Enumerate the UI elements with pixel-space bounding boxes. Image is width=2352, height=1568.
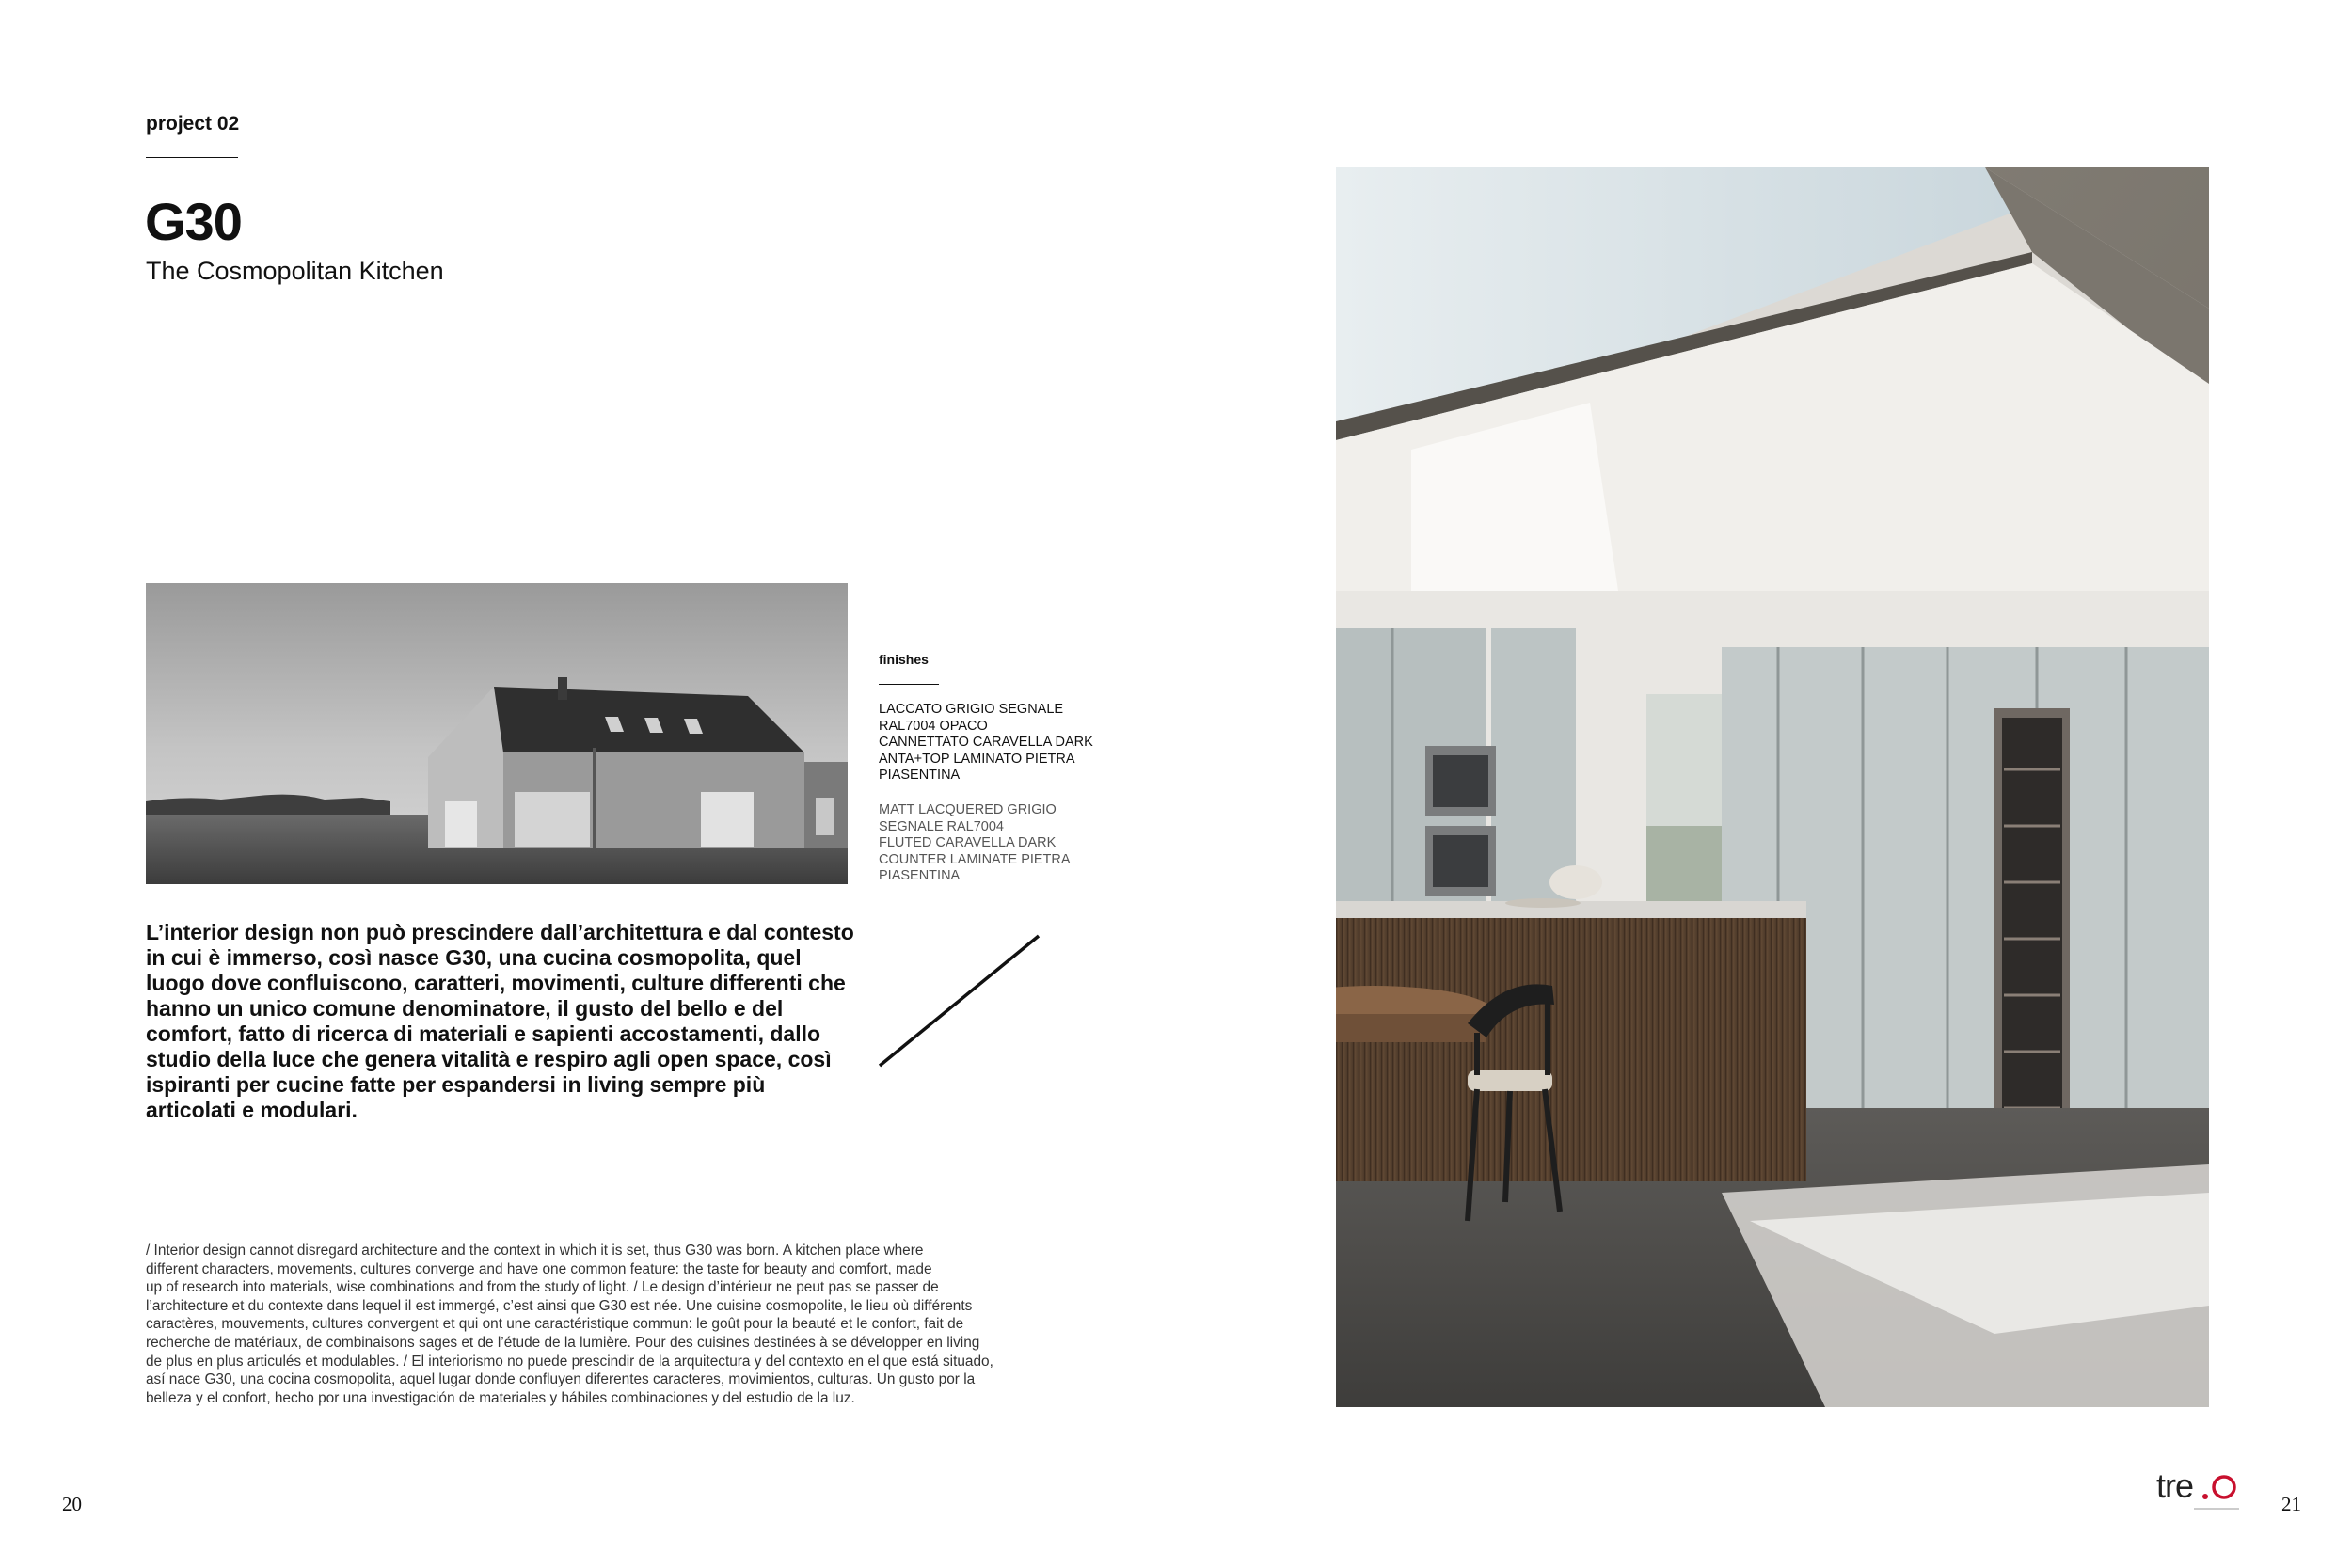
house-exterior-photo	[146, 583, 848, 884]
finish-line: ANTA+TOP LAMINATO PIETRA	[879, 751, 1075, 767]
page-title: G30	[145, 192, 242, 251]
body-line: así nace G30, una cocina cosmopolita, aquel lugar donde confluyen diferentes caracteres, movimientos, culturas. Un gusto por la	[146, 1371, 976, 1388]
finish-line: FLUTED CARAVELLA DARK	[879, 835, 1057, 851]
finish-line: SEGNALE RAL7004	[879, 818, 1004, 834]
svg-text:tre: tre	[2156, 1467, 2194, 1505]
body-line: de plus en plus articulés et modulables. / El interiorismo no puede prescindir de la arquitectura y del contexto en el que está situado,	[146, 1353, 993, 1370]
finishes-label: finishes	[879, 652, 929, 667]
finish-line: CANNETTATO CARAVELLA DARK	[879, 735, 1093, 751]
finish-line: RAL7004 OPACO	[879, 718, 988, 734]
finishes-english	[879, 802, 1071, 885]
page-number-left: 20	[62, 1493, 82, 1515]
body-line: recherche de matériaux, de combinaisons sages et de l’étude de la lumière. Pour des cuisines destinées à se développer en living	[146, 1334, 980, 1351]
body-line: caractères, mouvements, cultures convergent et qui ont une caractéristique commun: le goût pour la beauté et le confort, fait de	[146, 1316, 964, 1333]
project-label: project 02	[146, 113, 240, 135]
body-line: up of research into materials, wise combinations and from the study of light. / Le design d’intérieur ne peut pas se passer de	[146, 1279, 939, 1296]
finish-line: MATT LACQUERED GRIGIO	[879, 802, 1057, 817]
page-subtitle: The Cosmopolitan Kitchen	[146, 257, 444, 285]
finishes-divider	[879, 684, 939, 685]
intro-paragraph: L’interior design non può prescindere dall’architettura e dal contesto in cui è immerso, così nasce G30, una cucina cosmopolita, quel luogo dove confluiscono, caratteri, movimenti, culture differenti che hanno un unico comune denominatore, il gusto del bello e del comfort, fatto di ricerca di materiali e sapienti accostamenti, dallo studio della luce che genera vitalità e respiro agli open space, così ispiranti per cucine fatte per espandersi in living sempre più articolati e modulari.	[146, 920, 854, 1122]
finish-line: LACCATO GRIGIO SEGNALE	[879, 702, 1064, 717]
kitchen-interior-photo	[1336, 167, 2209, 1407]
decorative-slash	[875, 931, 1044, 1072]
multilingual-body-text	[146, 1242, 1087, 1407]
finishes-italian	[879, 702, 1093, 784]
finish-line: PIASENTINA	[879, 868, 961, 884]
page-number-right: 21	[2281, 1493, 2301, 1515]
body-line: different characters, movements, cultures converge and have one common feature: the taste for beauty and comfort, made	[146, 1260, 932, 1277]
body-line: l’architecture et du contexte dans lequel il est immergé, c’est ainsi que G30 est née. Une cuisine cosmopolite, le lieu où différents	[146, 1297, 973, 1314]
finish-line: COUNTER LAMINATE PIETRA	[879, 851, 1071, 867]
tre-o-logo	[2156, 1467, 2243, 1514]
body-line: belleza y el confort, hecho por una investigación de materiales y hábiles combinaciones y del estudio de la luz.	[146, 1389, 855, 1406]
body-line: / Interior design cannot disregard architecture and the context in which it is set, thus G30 was born. A kitchen place where	[146, 1243, 924, 1259]
finish-line: PIASENTINA	[879, 768, 961, 784]
project-divider	[146, 157, 238, 158]
